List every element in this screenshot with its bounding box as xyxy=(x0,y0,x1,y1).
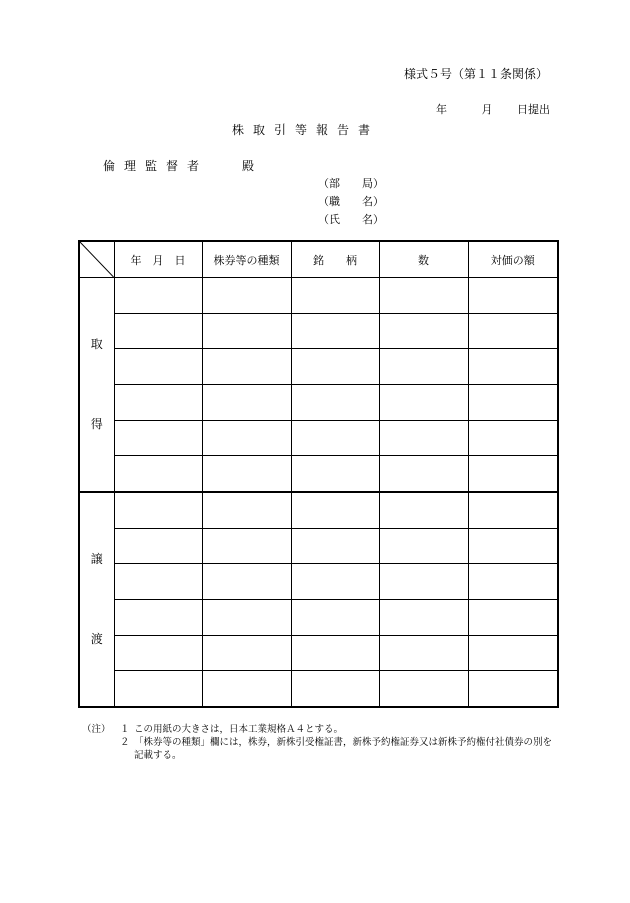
acquisition-label-cell xyxy=(79,278,114,492)
table-cell[interactable] xyxy=(379,313,468,349)
table-cell[interactable] xyxy=(114,671,202,707)
notes-section xyxy=(82,723,552,762)
note-text: 「株券等の種類」欄には，株券，新株引受権証書，新株予約権証券又は新株予約権付社債券の別を記載する。 xyxy=(134,737,553,761)
table-cell[interactable] xyxy=(291,528,379,564)
table-cell[interactable] xyxy=(468,278,558,314)
acquisition-row xyxy=(79,313,558,349)
table-cell[interactable] xyxy=(291,278,379,314)
sender-name-label: （氏 名） xyxy=(318,213,384,226)
table-cell[interactable] xyxy=(202,599,291,635)
table-cell[interactable] xyxy=(468,564,558,600)
transfer-row xyxy=(79,635,558,671)
table-cell[interactable] xyxy=(468,384,558,420)
table-cell[interactable] xyxy=(114,420,202,456)
table-cell[interactable] xyxy=(114,349,202,385)
transfer-label-cell xyxy=(79,492,114,707)
header-quantity: 数 xyxy=(379,241,468,278)
table-cell[interactable] xyxy=(379,671,468,707)
table-cell[interactable] xyxy=(379,420,468,456)
transfer-row xyxy=(79,492,558,528)
transfer-row xyxy=(79,564,558,600)
table-cell[interactable] xyxy=(114,313,202,349)
table-cell[interactable] xyxy=(202,528,291,564)
submission-date-line xyxy=(436,104,550,115)
table-cell[interactable] xyxy=(379,635,468,671)
acquisition-row xyxy=(79,456,558,492)
transfer-label-char-1: 譲 xyxy=(90,552,103,567)
table-cell[interactable] xyxy=(202,313,291,349)
table-cell[interactable] xyxy=(379,384,468,420)
table-cell[interactable] xyxy=(202,420,291,456)
note-number: １ xyxy=(120,724,130,735)
table-cell[interactable] xyxy=(291,492,379,528)
header-date: 年 月 日 xyxy=(114,241,202,278)
header-consideration: 対価の額 xyxy=(468,241,558,278)
note-number: ２ xyxy=(120,737,130,748)
table-cell[interactable] xyxy=(202,349,291,385)
table-cell[interactable] xyxy=(202,671,291,707)
table-cell[interactable] xyxy=(202,278,291,314)
transfer-row xyxy=(79,671,558,707)
acquisition-row xyxy=(79,420,558,456)
table-cell[interactable] xyxy=(379,492,468,528)
addressee-honorific: 殿 xyxy=(242,159,255,173)
table-cell[interactable] xyxy=(114,456,202,492)
sender-department-label: （部 局） xyxy=(318,177,384,190)
table-cell[interactable] xyxy=(114,599,202,635)
table-cell[interactable] xyxy=(291,599,379,635)
table-cell[interactable] xyxy=(468,599,558,635)
acquisition-row xyxy=(79,349,558,385)
table-cell[interactable] xyxy=(202,492,291,528)
table-cell[interactable] xyxy=(291,456,379,492)
table-cell[interactable] xyxy=(379,278,468,314)
table-cell[interactable] xyxy=(291,384,379,420)
table-cell[interactable] xyxy=(202,456,291,492)
table-cell[interactable] xyxy=(379,349,468,385)
table-cell[interactable] xyxy=(291,671,379,707)
report-table xyxy=(78,240,559,708)
table-cell[interactable] xyxy=(114,635,202,671)
table-cell[interactable] xyxy=(379,564,468,600)
table-cell[interactable] xyxy=(114,384,202,420)
table-cell[interactable] xyxy=(468,492,558,528)
transfer-row xyxy=(79,599,558,635)
day-submit-label: 日提出 xyxy=(517,103,550,116)
year-label: 年 xyxy=(436,103,447,116)
note-item-2 xyxy=(82,736,552,762)
sender-department xyxy=(318,177,384,190)
table-cell[interactable] xyxy=(468,349,558,385)
sender-position-label: （職 名） xyxy=(318,195,384,208)
table-cell[interactable] xyxy=(114,492,202,528)
table-cell[interactable] xyxy=(468,313,558,349)
acquisition-label-char-1: 取 xyxy=(90,337,103,352)
table-cell[interactable] xyxy=(379,528,468,564)
table-cell[interactable] xyxy=(202,635,291,671)
table-cell[interactable] xyxy=(379,456,468,492)
table-cell[interactable] xyxy=(468,456,558,492)
header-share-type: 株券等の種類 xyxy=(202,241,291,278)
header-issue-name: 銘 柄 xyxy=(291,241,379,278)
table-cell[interactable] xyxy=(202,564,291,600)
document-title: 株取引等報告書 xyxy=(232,123,380,137)
table-cell[interactable] xyxy=(202,384,291,420)
sender-name xyxy=(318,213,384,226)
transfer-row xyxy=(79,528,558,564)
table-cell[interactable] xyxy=(468,671,558,707)
sender-position xyxy=(318,195,384,208)
diagonal-corner-cell xyxy=(79,241,114,278)
table-cell[interactable] xyxy=(114,528,202,564)
acquisition-row xyxy=(79,384,558,420)
header-row xyxy=(79,241,558,278)
table-cell[interactable] xyxy=(291,635,379,671)
form-number: 様式５号（第１１条関係） xyxy=(404,67,549,81)
acquisition-label-char-2: 得 xyxy=(90,417,103,432)
table-cell[interactable] xyxy=(379,599,468,635)
transfer-label-char-2: 渡 xyxy=(90,632,103,647)
note-text: この用紙の大きさは，日本工業規格Ａ４とする。 xyxy=(134,724,344,735)
note-item-1 xyxy=(82,723,552,736)
table-cell[interactable] xyxy=(468,635,558,671)
table-cell[interactable] xyxy=(291,420,379,456)
table-cell[interactable] xyxy=(291,349,379,385)
acquisition-row xyxy=(79,278,558,314)
notes-prefix: （注） xyxy=(82,724,111,735)
table-cell[interactable] xyxy=(291,564,379,600)
table-cell[interactable] xyxy=(468,528,558,564)
addressee-name: 倫理監督者 xyxy=(103,159,209,173)
table-cell[interactable] xyxy=(291,313,379,349)
table-cell[interactable] xyxy=(114,278,202,314)
table-cell[interactable] xyxy=(468,420,558,456)
table-cell[interactable] xyxy=(114,564,202,600)
month-label: 月 xyxy=(481,103,493,116)
